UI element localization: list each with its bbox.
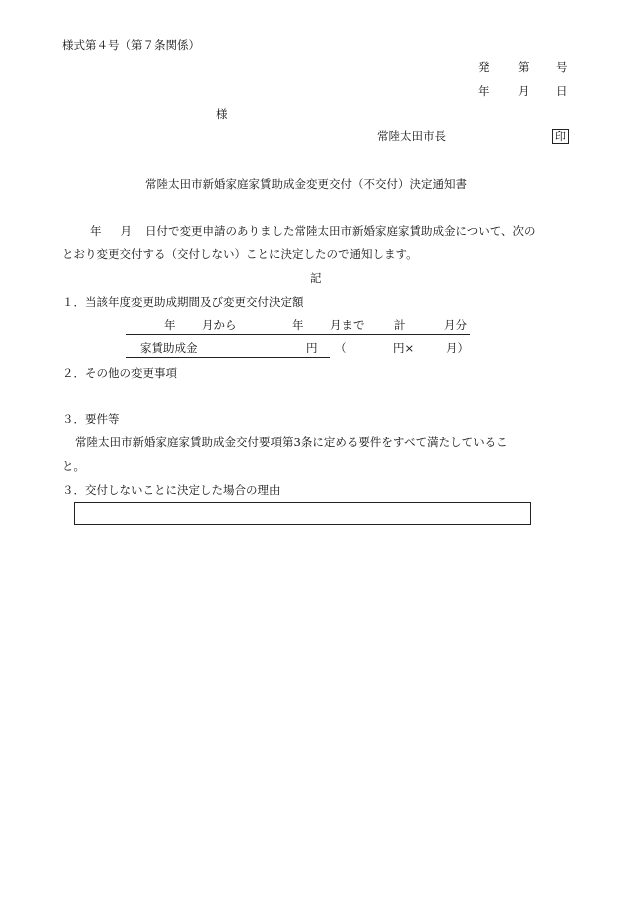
addressee-suffix: 様 xyxy=(216,107,228,121)
issue-dai: 第 xyxy=(518,60,530,74)
intro-line-2: とおり変更交付する（交付しない）ことに決定したので通知します。 xyxy=(62,247,418,261)
section1-heading: １．当該年度変更助成期間及び変更交付決定額 xyxy=(62,295,304,309)
issue-go: 号 xyxy=(556,60,568,74)
period-row xyxy=(126,320,470,335)
amount-per-month: 円× xyxy=(393,341,415,355)
date-year: 年 xyxy=(478,84,490,98)
amount-months-close: 月） xyxy=(446,341,469,355)
amount-paren-open: （ xyxy=(335,341,347,355)
section4-heading: ３．交付しないことに決定した場合の理由 xyxy=(62,483,281,497)
amount-field xyxy=(126,343,330,358)
intro-line-1 xyxy=(90,226,536,238)
period-from-year: 年 xyxy=(164,318,176,332)
period-to-year: 年 xyxy=(292,318,304,332)
form-number: 様式第４号（第７条関係） xyxy=(62,38,200,52)
section3-line-1: 常陸太田市新婚家庭家賃助成金交付要項第3条に定める要件をすべて満たしているこ xyxy=(75,435,508,449)
amount-label: 家賃助成金 xyxy=(140,341,198,355)
date-day: 日 xyxy=(556,84,568,98)
seal-stamp: 印 xyxy=(552,129,569,144)
period-to-month: 月まで xyxy=(330,318,365,332)
intro-month: 月 xyxy=(120,224,132,238)
issuer-name: 常陸太田市長 xyxy=(377,129,446,143)
amount-unit: 円 xyxy=(306,341,318,355)
section2-heading: ２．その他の変更事項 xyxy=(62,366,177,380)
reason-input-box[interactable] xyxy=(74,502,531,525)
intro-text: 日付で変更申請のありました常陸太田市新婚家庭家賃助成金について、次の xyxy=(145,224,536,238)
section3-line-2: と。 xyxy=(62,459,85,473)
period-months: 月分 xyxy=(444,318,467,332)
intro-year: 年 xyxy=(90,224,102,238)
document-title: 常陸太田市新婚家庭家賃助成金変更交付（不交付）決定通知書 xyxy=(145,177,467,191)
section3-heading: ３．要件等 xyxy=(62,412,120,426)
date-month: 月 xyxy=(518,84,530,98)
period-from-month: 月から xyxy=(202,318,237,332)
ki-heading: 記 xyxy=(310,271,322,285)
period-total: 計 xyxy=(394,318,406,332)
issue-hatsu: 発 xyxy=(478,60,490,74)
